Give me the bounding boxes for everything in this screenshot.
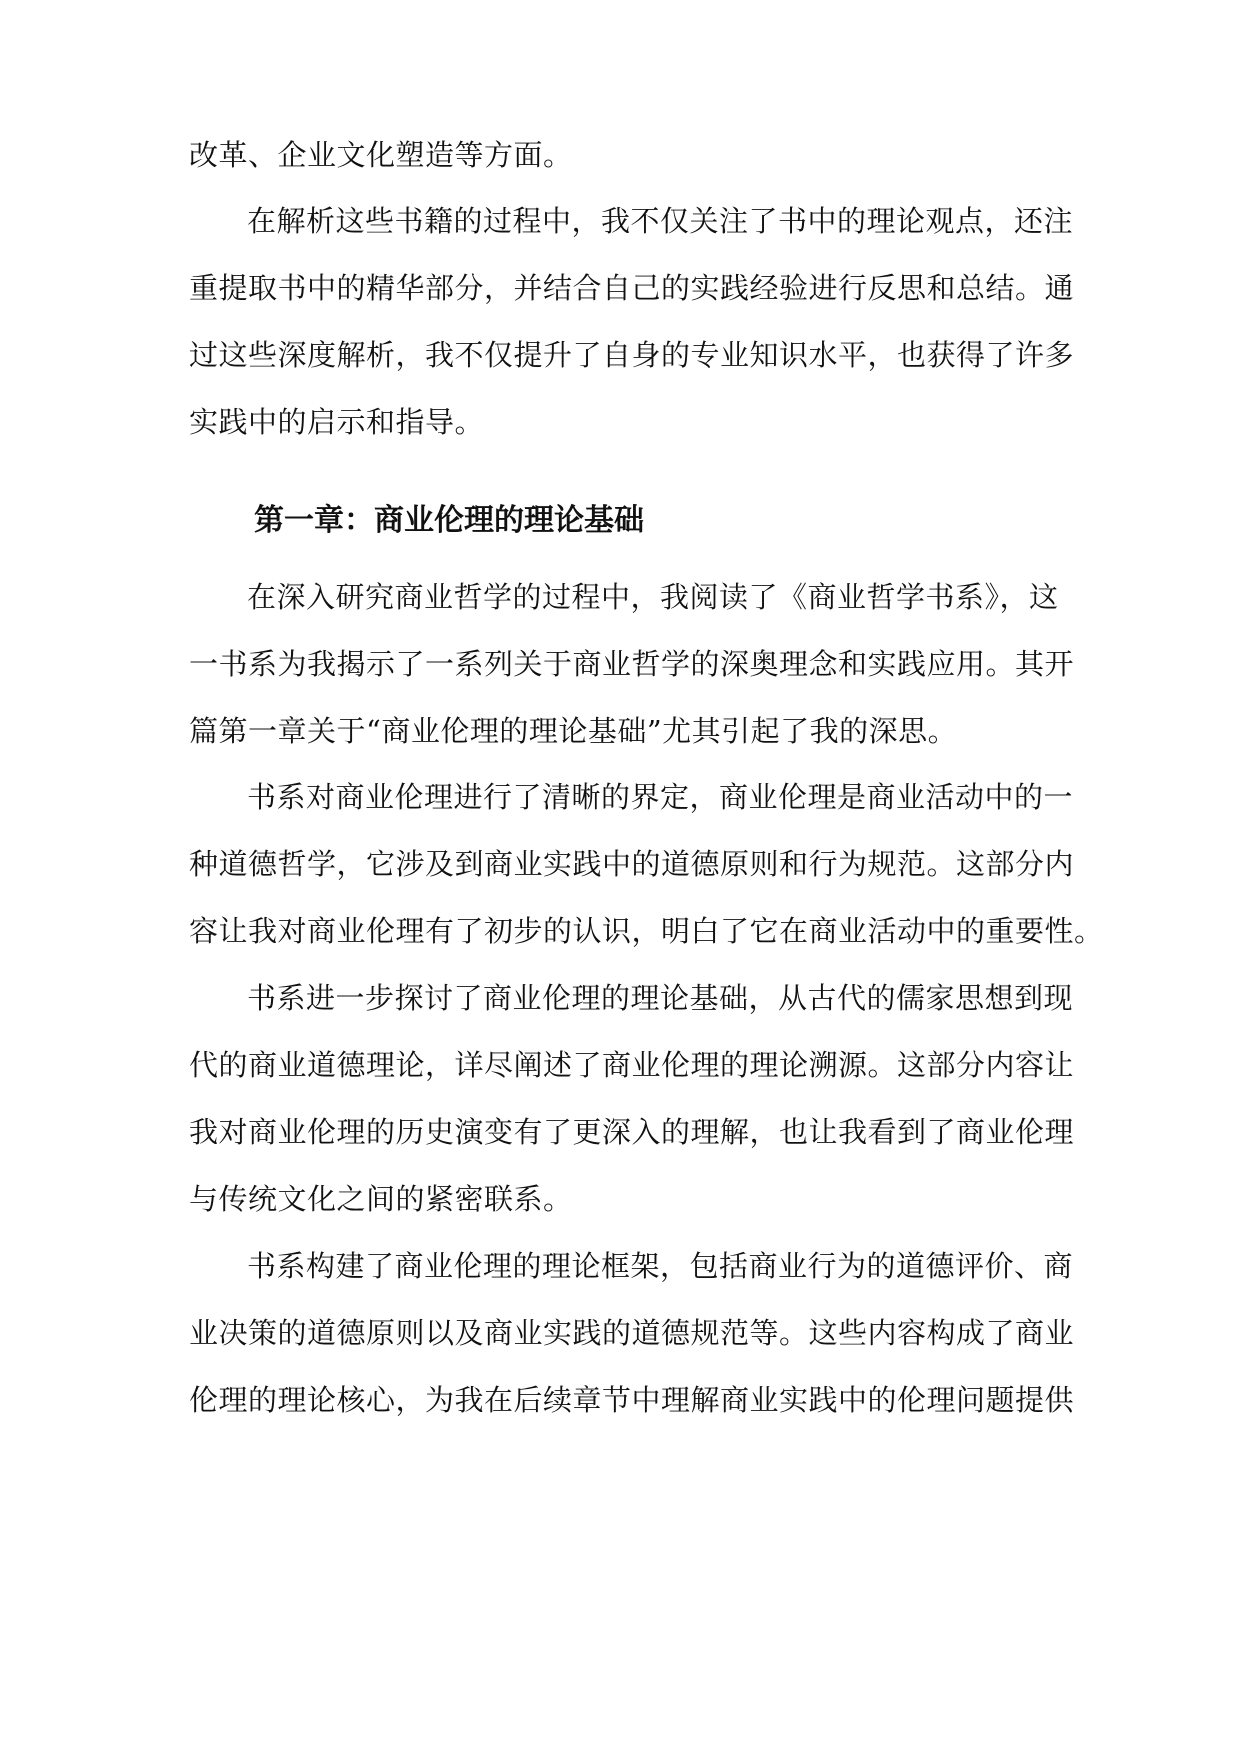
paragraph-4-line-1: 书系构建了商业伦理的理论框架，包括商业行为的道德评价、商 bbox=[247, 1249, 1074, 1283]
paragraph-3-line-1: 书系进一步探讨了商业伦理的理论基础，从古代的儒家思想到现 bbox=[247, 981, 1074, 1015]
paragraph-3-line-3: 我对商业伦理的历史演变有了更深入的理解，也让我看到了商业伦理 bbox=[189, 1115, 1075, 1149]
intro-paragraph-line-2: 重提取书中的精华部分，并结合自己的实践经验进行反思和总结。通 bbox=[189, 271, 1075, 305]
paragraph-3-line-2: 代的商业道德理论，详尽阐述了商业伦理的理论溯源。这部分内容让 bbox=[189, 1048, 1075, 1082]
paragraph-1-line-2: 一书系为我揭示了一系列关于商业哲学的深奥理念和实践应用。其开 bbox=[189, 647, 1075, 681]
intro-paragraph-line-3: 过这些深度解析，我不仅提升了自身的专业知识水平，也获得了许多 bbox=[189, 338, 1075, 372]
paragraph-4-line-2: 业决策的道德原则以及商业实践的道德规范等。这些内容构成了商业 bbox=[189, 1316, 1075, 1350]
paragraph-3-line-4: 与传统文化之间的紧密联系。 bbox=[189, 1182, 573, 1216]
intro-continuation-line: 改革、企业文化塑造等方面。 bbox=[189, 138, 573, 172]
paragraph-4-line-3: 伦理的理论核心，为我在后续章节中理解商业实践中的伦理问题提供 bbox=[189, 1383, 1075, 1417]
intro-paragraph-line-4: 实践中的启示和指导。 bbox=[189, 405, 485, 439]
paragraph-1-line-1: 在深入研究商业哲学的过程中，我阅读了《商业哲学书系》，这 bbox=[247, 580, 1059, 614]
paragraph-2-line-1: 书系对商业伦理进行了清晰的界定，商业伦理是商业活动中的一 bbox=[247, 780, 1074, 814]
paragraph-1-line-3: 篇第一章关于“商业伦理的理论基础”尤其引起了我的深思。 bbox=[189, 714, 958, 748]
intro-paragraph-line-1: 在解析这些书籍的过程中，我不仅关注了书中的理论观点，还注 bbox=[247, 204, 1074, 238]
paragraph-2-line-3: 容让我对商业伦理有了初步的认识，明白了它在商业活动中的重要性。 bbox=[189, 914, 1104, 948]
paragraph-2-line-2: 种道德哲学，它涉及到商业实践中的道德原则和行为规范。这部分内 bbox=[189, 847, 1075, 881]
chapter-heading: 第一章：商业伦理的理论基础 bbox=[254, 503, 644, 538]
